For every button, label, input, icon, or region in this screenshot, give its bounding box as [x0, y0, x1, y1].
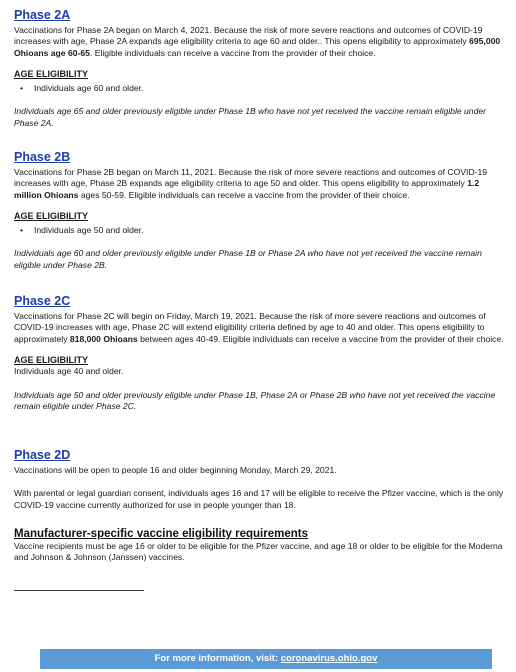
phase-2c-age-heading: AGE ELIGIBILITY — [14, 355, 89, 366]
phase-2d-section — [14, 448, 504, 511]
phase-2b-title: Phase 2B — [14, 150, 71, 164]
manufacturer-title: Manufacturer-specific vaccine eligibility requirements — [14, 528, 308, 540]
phase-2c-note: Individuals age 50 and older previously eligible under Phase 1B, Phase 2A or Phase 2B who have not yet received the vaccine remain eligible under Phase 2C. — [14, 389, 496, 412]
phase-2b-age-heading: AGE ELIGIBILITY — [14, 211, 89, 222]
phase-2b-paragraph: Vaccinations for Phase 2B began on March 11, 2021. Because the risk of more severe reactions and outcomes of COVID-19 increases with age, Phase 2B expands age eligibility criteria to age 50 and older. This opens eligibility to approximately 1.2 million Ohioans ages 50-59. Eligible individuals can receive a vaccine from the provider of their choice. — [14, 167, 488, 200]
manufacturer-paragraph: Vaccine recipients must be age 16 or older to be eligible for the Pfizer vaccine, and age 18 or older to be eligible for the Moderna and Johnson & Johnson (Janssen) vaccines. — [14, 541, 503, 563]
phase-2d-paragraph-2: With parental or legal guardian consent, individuals ages 16 and 17 will be eligible to receive the Pfizer vaccine, which is the only COVID-19 vaccine currently authorized for use in people younger than 18. — [14, 488, 504, 510]
phase-2b-section — [14, 150, 504, 271]
phase-2a-note: Individuals age 65 and older previously eligible under Phase 1B who have not yet received the vaccine remain eligible under Phase 2A. — [14, 106, 486, 128]
footer-link[interactable]: coronavirus.ohio.gov — [280, 653, 378, 664]
phase-2c-title: Phase 2C — [14, 294, 71, 308]
phase-2a-title: Phase 2A — [14, 8, 71, 22]
phase-2d-title: Phase 2D — [14, 448, 71, 462]
phase-2c-paragraph: Vaccinations for Phase 2C will begin on Friday, March 19, 2021. Because the risk of more severe reactions and outcomes of COVID-19 increases with age, Phase 2C will extend eligibility criteria defined by age to 40 and older. This opens eligibility to approximately 818,000 Ohioans between ages 40-49. Eligible individuals can receive a vaccine from the provider of their choice. — [14, 311, 504, 344]
phase-2a-paragraph: Vaccinations for Phase 2A began on March 4, 2021. Because the risk of more severe reactions and outcomes of COVID-19 increases with age, Phase 2A expands age eligibility criteria to age 60 and older.. This opens eligibility to approximately 695,000 Ohioans age 60-65. Eligible individuals can receive a vaccine from the provider of their choice. — [14, 25, 501, 58]
phase-2c-age-line: Individuals age 40 and older. — [14, 366, 124, 377]
phase-2d-paragraph-1: Vaccinations will be open to people 16 and older beginning Monday, March 29, 2021. — [14, 465, 337, 475]
footer-banner — [40, 649, 492, 669]
phase-2a-age-bullet: • Individuals age 60 and older. — [14, 83, 504, 94]
footnote-divider — [14, 590, 144, 591]
phase-2c-section — [14, 294, 504, 412]
phase-2a-section — [14, 8, 504, 129]
phase-2b-age-bullet: • Individuals age 50 and older. — [14, 225, 504, 236]
phase-2a-age-heading: AGE ELIGIBILITY — [14, 69, 89, 80]
phase-2b-note: Individuals age 60 and older previously eligible under Phase 1B or Phase 2A who have not yet received the vaccine remain eligible under Phase 2B. — [14, 248, 482, 270]
footer-text: For more information, visit: — [154, 653, 281, 664]
manufacturer-section — [14, 527, 504, 564]
